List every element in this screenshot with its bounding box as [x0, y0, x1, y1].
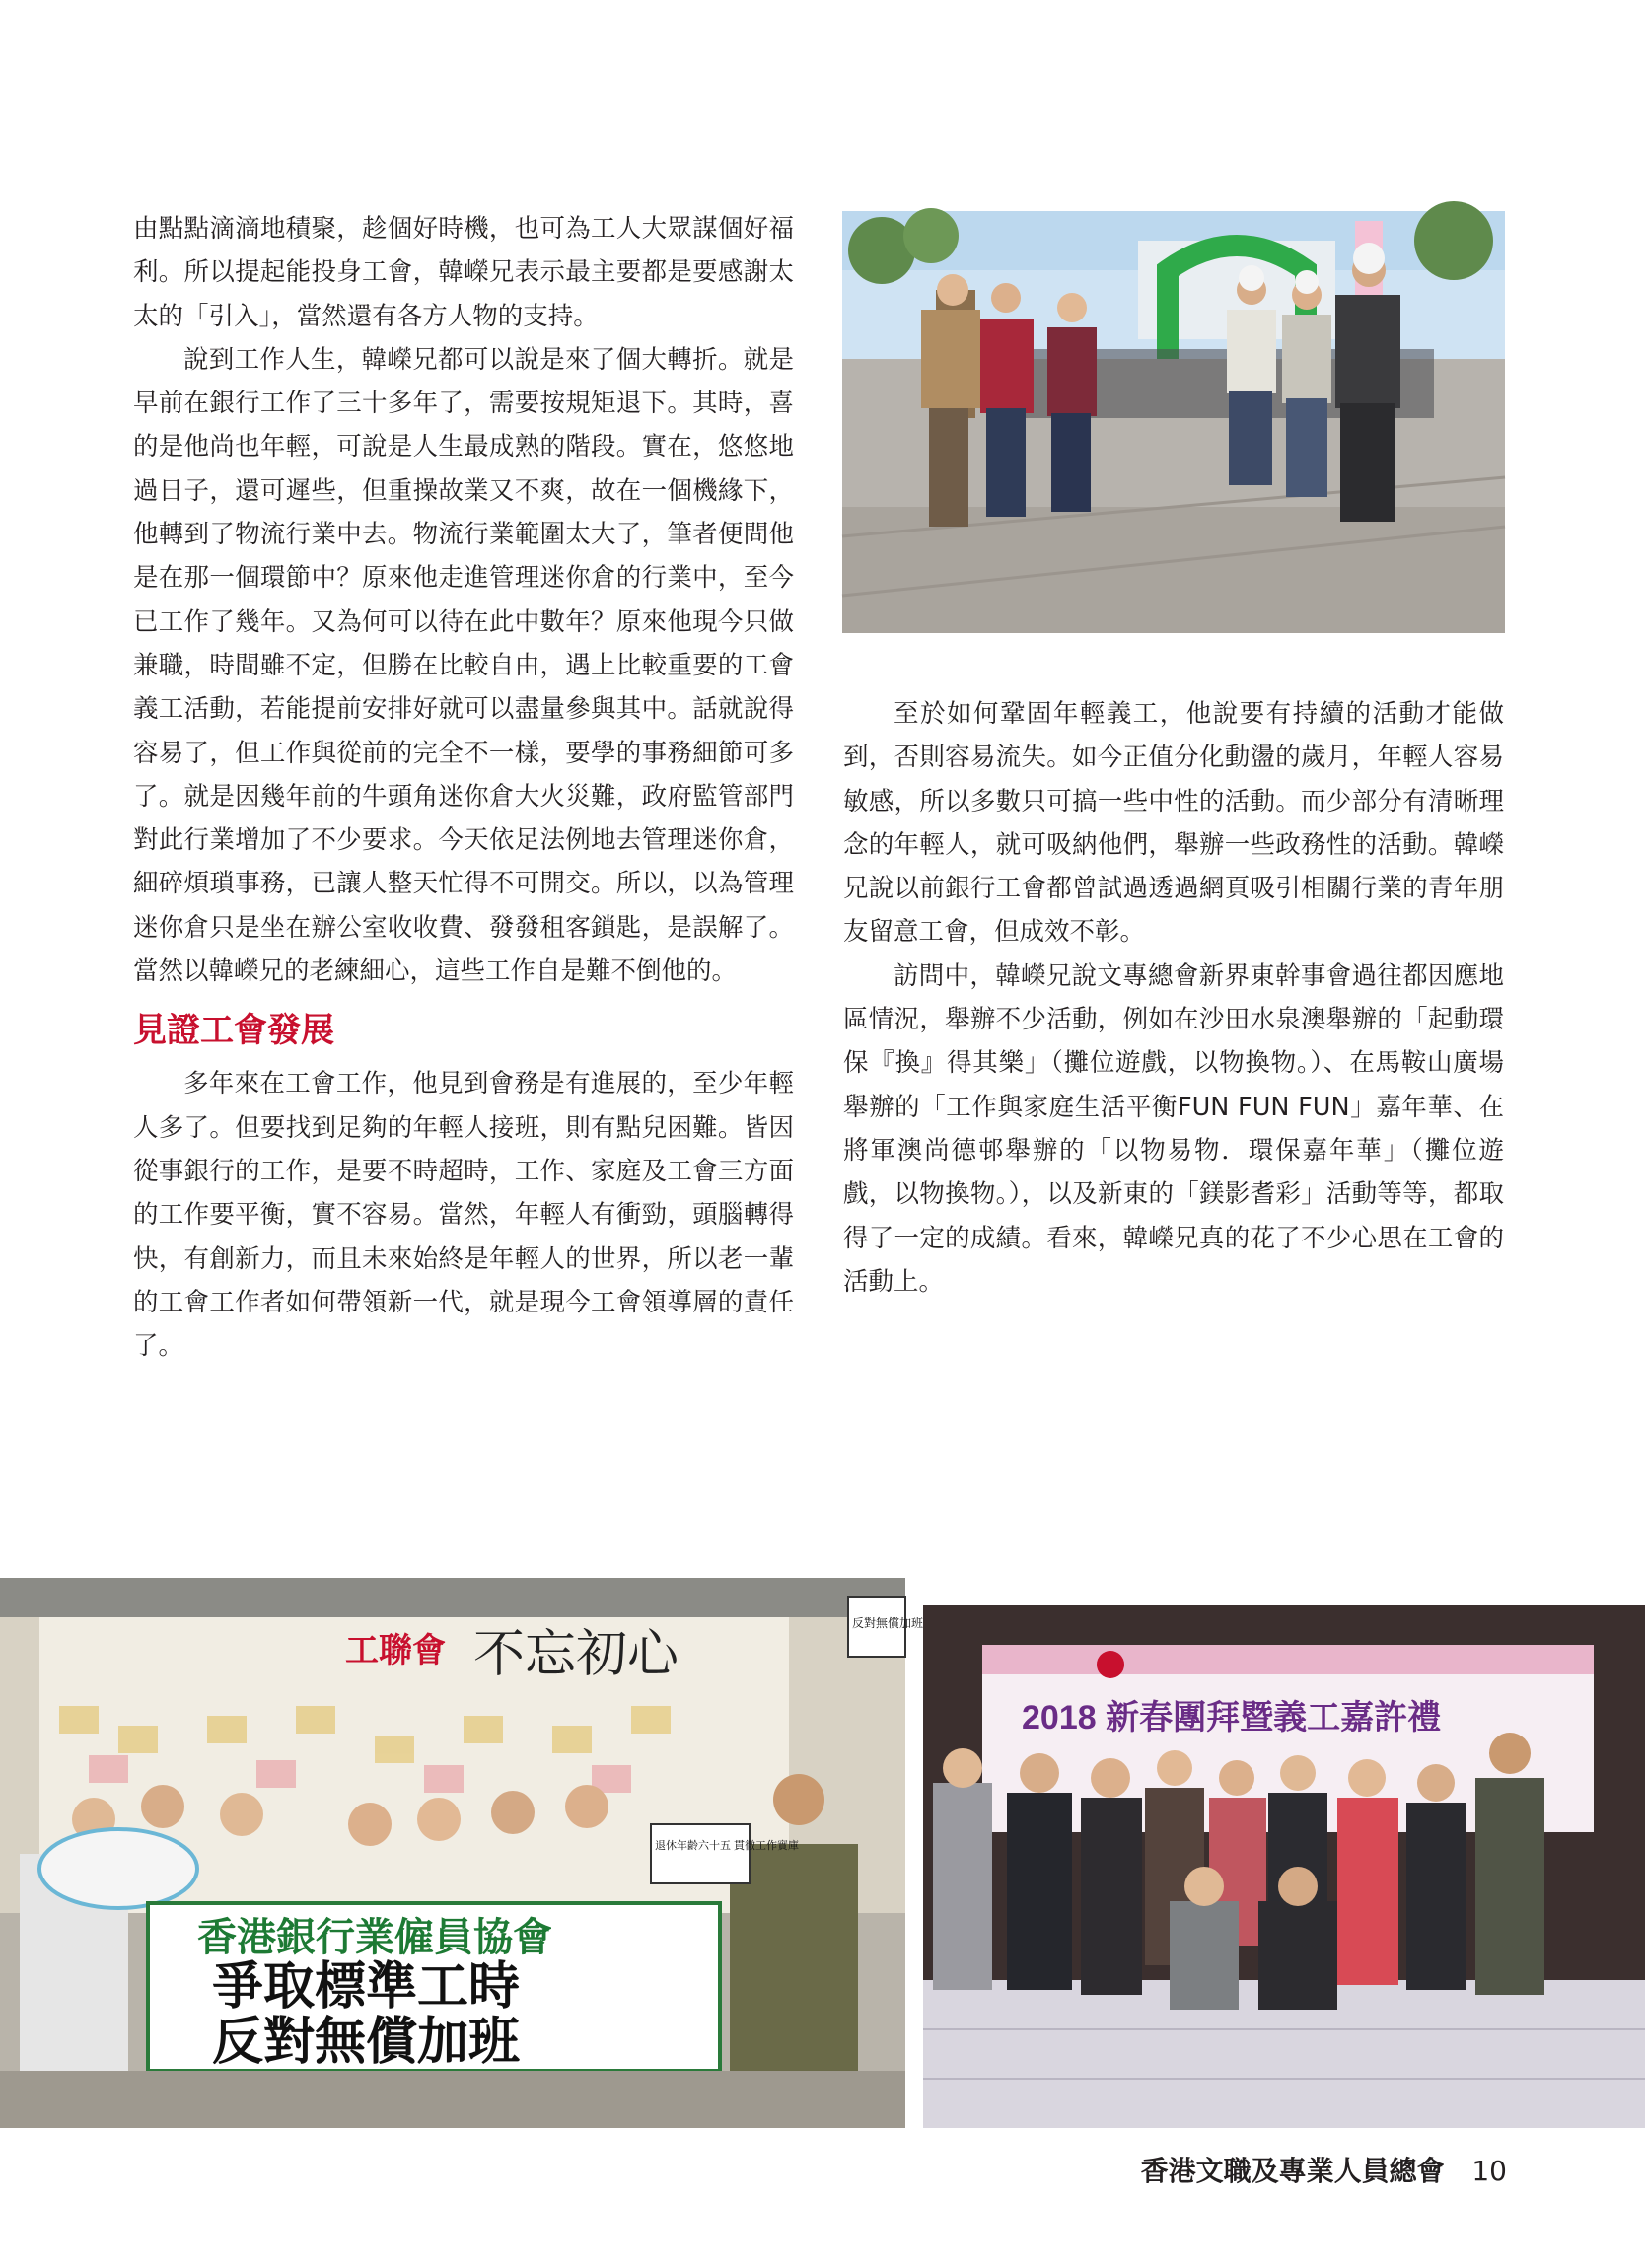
backdrop-title: 2018 新春團拜暨義工嘉許禮 — [1022, 1699, 1442, 1736]
left-text-column — [133, 207, 794, 1368]
footer-org-name: 香港文職及專業人員總會 — [1140, 2155, 1445, 2187]
left-paragraph-1: 由點點滴滴地積聚，趁個好時機，也可為工人大眾謀個好福利。所以提起能投身工會，韓嶸兄表示最主要都是要感謝太太的「引入」，當然還有各方人物的支持。 — [133, 214, 794, 331]
ftu-sign: 工聯會 — [345, 1632, 446, 1669]
right-paragraph-1: 至於如何鞏固年輕義工，他說要有持續的活動才能做到，否則容易流失。如今正值分化動盪的歲月，年輕人容易敏感，所以多數只可搞一些中性的活動。而少部分有清晰理念的年輕人，就可吸納他們，舉辦一些政務性的活動。韓嶸兄說以前銀行工會都曾試過透過網頁吸引相關行業的青年朋友留意工會，但成效不彰。 — [843, 699, 1504, 948]
banner-line-1: 香港銀行業僱員協會 — [197, 1916, 552, 1959]
right-paragraph-2: 訪問中，韓嶸兄說文專總會新界東幹事會過往都因應地區情況，舉辦不少活動，例如在沙田水泉澳舉辦的「起動環保『換』得其樂」（攤位遊戲，以物換物。）、在馬鞍山廣場舉辦的「工作與家庭生活平衡FUN FUN FUN」嘉年華、在將軍澳尚德邨舉辦的「以物易物．環保嘉年華」（攤位遊戲，以物換物。），以及新東的「鎂影耆彩」活動等等，都取得了一定的成績。看來，韓嶸兄真的花了不少心思在工會的活動上。 — [843, 960, 1504, 1297]
banner-line-2: 爭取標準工時 — [212, 1958, 521, 2016]
wall-calligraphy: 不忘初心 — [473, 1627, 679, 1683]
event-group-photo — [842, 211, 1505, 633]
right-text-column — [843, 692, 1504, 1304]
left-paragraph-2: 說到工作人生，韓嶸兄都可以說是來了個大轉折。就是早前在銀行工作了三十多年了，需要按規矩退下。其時，喜的是他尚也年輕，可說是人生最成熟的階段。實在，悠悠地過日子，還可遲些，但重操故業又不爽，故在一個機緣下，他轉到了物流行業中去。物流行業範圍太大了，筆者便問他是在那一個環節中？原來他走進管理迷你倉的行業中，至今已工作了幾年。又為何可以待在此中數年？原來他現今只做兼職，時間雖不定，但勝在比較自由，遇上比較重要的工會義工活動，若能提前安排好就可以盡量參與其中。話就說得容易了，但工作與從前的完全不一樣，要學的事務細節可多了。就是因幾年前的牛頭角迷你倉大火災難，政府監管部門對此行業增加了不少要求。今天依足法例地去管理迷你倉，細碎煩瑣事務，已讓人整天忙得不可開交。所以，以為管理迷你倉只是坐在辦公室收收費、發發租客鎖匙，是誤解了。當然以韓嶸兄的老練細心，這些工作自是難不倒他的。 — [133, 344, 794, 987]
section-paragraph: 多年來在工會工作，他見到會務是有進展的，至少年輕人多了。但要找到足夠的年輕人接班，則有點兒困難。皆因從事銀行的工作，是要不時超時，工作、家庭及工會三方面的工作要平衡，實不容易。當然，年輕人有衝勁，頭腦轉得快，有創新力，而且未來始終是年輕人的世界，所以老一輩的工會工作者如何帶領新一代，就是現今工會領導層的責任了。 — [133, 1069, 794, 1362]
ceremony-group-photo — [923, 1605, 1645, 2128]
page-number: 10 — [1471, 2155, 1507, 2187]
banner-line-3: 反對無償加班 — [212, 2014, 521, 2071]
corner-sign: 反對無償加班 — [852, 1616, 924, 1630]
event-group-photo-graphic — [842, 211, 1505, 633]
banner-protest-photo — [0, 1578, 924, 2128]
page-footer — [1141, 2150, 1507, 2189]
section-heading: 見證工會發展 — [133, 1011, 334, 1051]
banner-protest-photo-graphic — [0, 1578, 924, 2128]
ceremony-group-photo-graphic — [923, 1605, 1645, 2128]
placard: 退休年齡六十五 貫徹工作實庫 — [655, 1840, 800, 1852]
